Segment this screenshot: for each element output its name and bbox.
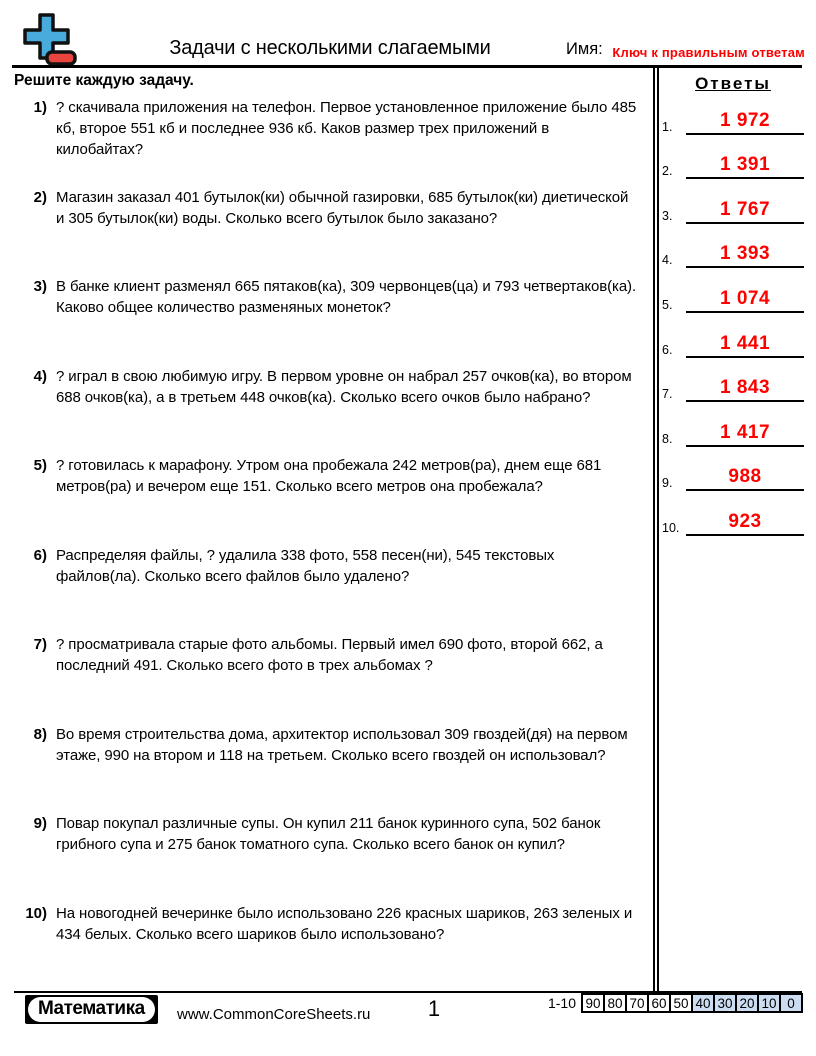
answer-value: 1 441 <box>686 333 804 358</box>
problem-number: 1) <box>33 99 47 116</box>
problem-number: 5) <box>33 457 47 474</box>
problem-number: 7) <box>33 636 47 653</box>
score-cell-60: 60 <box>647 993 671 1013</box>
problem-number: 8) <box>33 725 47 743</box>
problem-text: ? играл в свою любимую игру. В первом уровне он набрал 257 очков(ка), во втором 688 очков(ка), а в третьем 448 очков(ка). Сколько всего очков было набрано? <box>56 367 632 406</box>
score-cell-40: 40 <box>691 993 715 1013</box>
answer-row-8 <box>662 402 804 447</box>
answer-row-1 <box>662 90 804 135</box>
problem-text: ? просматривала старые фото альбомы. Первый имел 690 фото, второй 662, а последний 491. Сколько всего фото в трех альбомах ? <box>56 636 603 674</box>
answer-row-6 <box>662 313 804 358</box>
score-table <box>548 993 803 1013</box>
problem-number: 6) <box>33 546 47 564</box>
problem-number: 4) <box>33 367 47 385</box>
problem-6 <box>14 545 646 635</box>
answer-number: 6. <box>662 342 673 357</box>
page-number: 1 <box>427 996 441 1021</box>
subject-badge <box>25 995 158 1024</box>
instructions: Решите каждую задачу. <box>14 72 194 89</box>
header-divider <box>12 65 802 68</box>
problem-5 <box>14 455 646 545</box>
answer-number: 9. <box>662 476 673 491</box>
answer-value: 923 <box>686 511 804 536</box>
answer-row-4 <box>662 224 804 269</box>
answer-value: 1 843 <box>686 377 804 402</box>
score-cell-70: 70 <box>625 993 649 1013</box>
answer-number: 4. <box>662 253 673 268</box>
answer-value: 1 417 <box>686 422 804 447</box>
answer-number: 10. <box>662 520 680 535</box>
answer-number: 8. <box>662 431 673 446</box>
score-cells <box>583 993 803 1013</box>
problem-text: Повар покупал различные супы. Он купил 211 банок куринного супа, 502 банок грибного супа и 275 банок томатного супа. Сколько всего банок он купил? <box>56 815 601 853</box>
problem-number: 10) <box>25 904 47 922</box>
problem-1 <box>14 97 646 187</box>
answer-number: 5. <box>662 297 673 312</box>
answers-column <box>662 74 804 536</box>
problem-10 <box>14 903 646 993</box>
problem-7 <box>14 634 646 724</box>
answers-title: Ответы <box>695 74 771 93</box>
plus-minus-icon <box>14 12 84 73</box>
answer-key-label: Ключ к правильным ответам <box>612 45 805 60</box>
answer-number: 1. <box>662 119 673 134</box>
answer-value: 1 972 <box>686 110 804 135</box>
problem-text: ? скачивала приложения на телефон. Первое установленное приложение было 485 кб, второе 551 кб и последнее 936 кб. Каков размер трех приложений в килобайтах? <box>56 99 637 158</box>
problem-3 <box>14 276 646 366</box>
answer-row-9 <box>662 447 804 492</box>
answer-number: 3. <box>662 208 673 223</box>
answer-rows <box>662 90 804 536</box>
problem-number: 9) <box>33 815 47 832</box>
answer-value: 1 074 <box>686 288 804 313</box>
subject-label: Математика <box>28 997 155 1022</box>
problem-8 <box>14 724 646 814</box>
problem-text: Во время строительства дома, архитектор использовал 309 гвоздей(дя) на первом этаже, 990 на втором и 118 на третьем. Сколько всего гвоздей он использовал? <box>56 725 628 764</box>
answer-number: 2. <box>662 164 673 179</box>
answer-value: 1 767 <box>686 199 804 224</box>
score-cell-80: 80 <box>603 993 627 1013</box>
answer-value: 1 391 <box>686 154 804 179</box>
problem-text: ? готовилась к марафону. Утром она пробежала 242 метров(ра), днем еще 681 метров(ра) и вечером еще 151. Сколько всего метров она пробежала? <box>56 457 602 495</box>
page-title: Задачи с несколькими слагаемыми <box>169 37 491 59</box>
answers-divider <box>653 66 659 993</box>
answer-row-5 <box>662 268 804 313</box>
problem-2 <box>14 187 646 277</box>
problem-text: Распределяя файлы, ? удалила 338 фото, 558 песен(ни), 545 текстовых файлов(ла). Сколько всего файлов было удалено? <box>56 546 555 585</box>
problem-4 <box>14 366 646 456</box>
problem-number: 3) <box>33 278 47 295</box>
score-cell-20: 20 <box>735 993 759 1013</box>
problem-text: На новогодней вечеринке было использовано 226 красных шариков, 263 зеленых и 434 белых. Сколько всего шариков было использовано? <box>56 904 633 943</box>
answer-row-3 <box>662 179 804 224</box>
answer-value: 988 <box>686 466 804 491</box>
answer-number: 7. <box>662 387 673 402</box>
score-range-label: 1-10 <box>547 995 576 1011</box>
name-label: Имя: <box>566 40 603 58</box>
score-cell-50: 50 <box>669 993 693 1013</box>
website-link: www.CommonCoreSheets.ru <box>177 1006 371 1023</box>
problem-number: 2) <box>33 188 47 206</box>
answer-value: 1 393 <box>686 243 804 268</box>
problem-list <box>14 97 646 992</box>
problem-9 <box>14 813 646 903</box>
answer-row-10 <box>662 491 804 536</box>
score-cell-90: 90 <box>581 993 605 1013</box>
answer-row-2 <box>662 135 804 180</box>
score-cell-30: 30 <box>713 993 737 1013</box>
score-cell-10: 10 <box>757 993 781 1013</box>
score-cell-0: 0 <box>779 993 803 1013</box>
problem-text: В банке клиент разменял 665 пятаков(ка), 309 червонцев(ца) и 793 четвертаков(ка). Каково общее количество разменяных монеток? <box>56 278 637 316</box>
problem-text: Магазин заказал 401 бутылок(ки) обычной газировки, 685 бутылок(ки) диетической и 305 бутылок(ки) воды. Сколько всего бутылок было заказано? <box>56 188 629 227</box>
answer-row-7 <box>662 358 804 403</box>
